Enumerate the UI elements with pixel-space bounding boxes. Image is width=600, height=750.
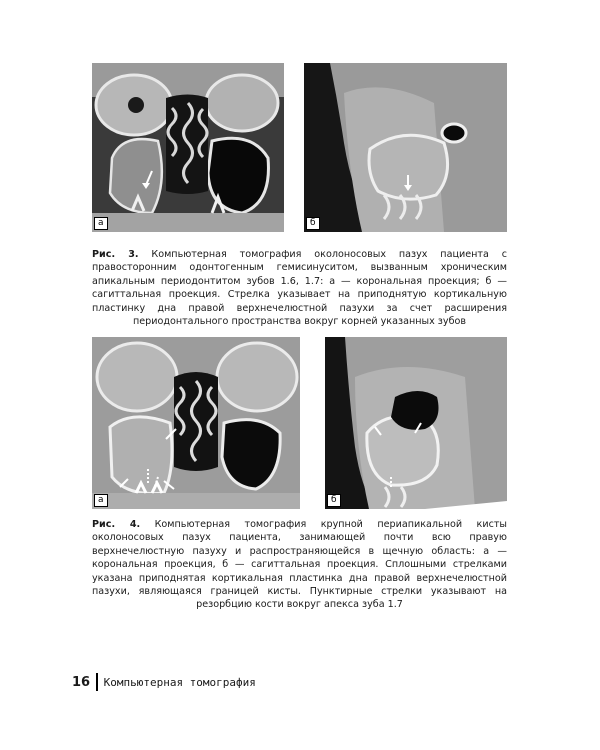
fig3-caption-text: Компьютерная томография околоносовых пазух пациента с правосторонним одонтогенным гемисинуситом, вызванным хроническим апикальным периодонтитом зубов 1.6, 1.7: а — корональная проекция; б — сагиттальная проекция. Стрелка указывает на приподнятую кортикальную пластинку дна правой верхнечелюстной пазухи за счет расширения периодонтального пространства вокруг корней указанных зубов	[92, 249, 507, 328]
page-footer	[72, 672, 256, 692]
fig4-caption	[92, 518, 507, 612]
fig3b-panel-label: б	[306, 217, 320, 230]
fig3b-ct-sagittal	[304, 63, 507, 232]
fig3b-ct-image	[304, 63, 507, 232]
fig4a-ct-coronal	[92, 337, 300, 509]
fig4a-panel-label: а	[94, 494, 108, 507]
fig4b-panel-label: б	[327, 494, 341, 507]
page-number: 16	[72, 674, 91, 690]
running-head: Компьютерная томография	[103, 675, 256, 689]
fig4-caption-text: Компьютерная томография крупной периапикальной кисты околоносовых пазух пациента, занимающей почти всю правую верхнечелюстную пазуху и распространяющейся в щечную область: а — корональная проекция, б — сагиттальная проекция. Сплошными стрелками указана приподнятая кортикальная пластинка дна правой верхнечелюстной пазухи, являющаяся границей кисты. Пунктирные стрелки указывают на резорбцию кости вокруг апекса зуба 1.7	[92, 519, 508, 611]
fig4b-ct-sagittal	[325, 337, 507, 509]
fig4-caption-lead: Рис. 4.	[92, 519, 141, 530]
fig3-caption-lead: Рис. 3.	[92, 249, 139, 260]
fig4a-ct-image	[92, 337, 300, 509]
footer-divider	[96, 673, 98, 691]
fig3a-ct-image	[92, 63, 284, 232]
fig3a-panel-label: а	[94, 217, 108, 230]
fig3a-ct-coronal	[92, 63, 284, 232]
fig3-caption	[92, 248, 507, 328]
fig4b-ct-image	[325, 337, 507, 509]
